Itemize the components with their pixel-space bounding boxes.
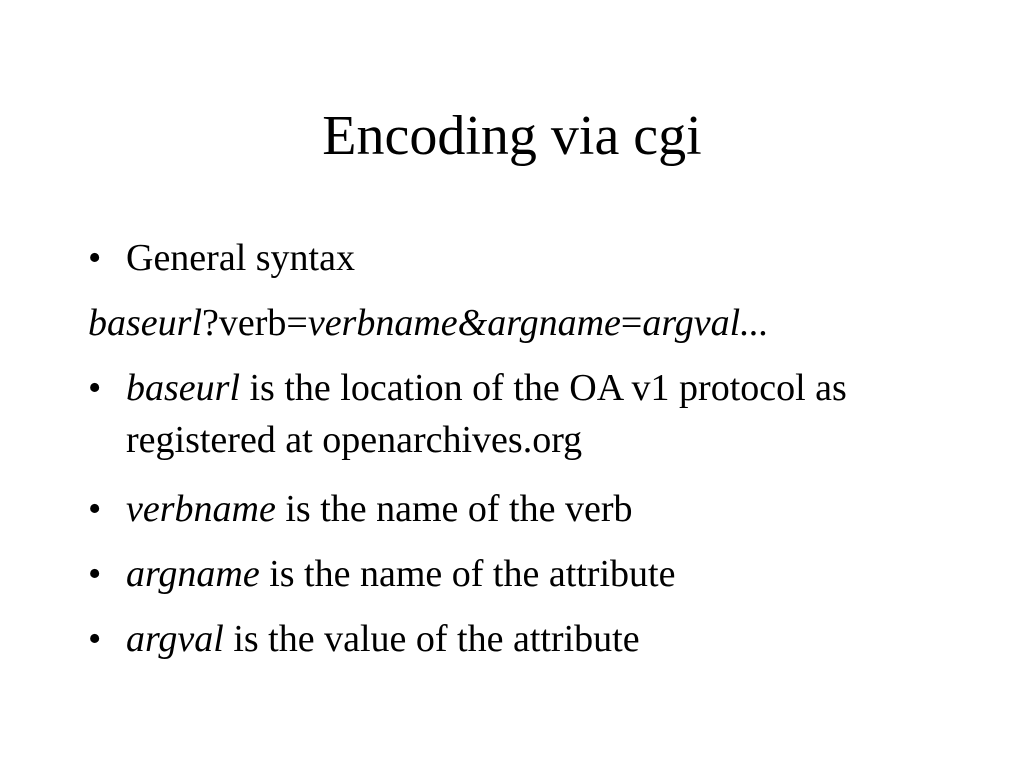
bullet-icon: •	[88, 553, 102, 595]
bullet-text: General syntax	[126, 237, 355, 279]
bullet-description: is the name of the verb	[275, 488, 633, 530]
bullet-icon: •	[88, 618, 102, 660]
bullet-argval	[88, 613, 1024, 665]
bullet-description: is the location of the OA v1 protocol as registered at openarchives.org	[126, 367, 847, 461]
bullet-lead-term: argname	[126, 553, 260, 595]
bullet-general-syntax	[88, 232, 1024, 284]
bullet-icon: •	[88, 237, 102, 279]
bullet-text	[126, 483, 1024, 535]
bullet-text	[126, 613, 1024, 665]
bullet-text	[126, 362, 926, 466]
syntax-equals: =	[620, 302, 643, 344]
syntax-line	[88, 297, 988, 349]
bullet-lead-term: verbname	[126, 488, 276, 530]
bullet-verbname	[88, 483, 1024, 535]
bullet-baseurl	[88, 362, 926, 466]
bullet-description: is the value of the attribute	[223, 618, 640, 660]
syntax-verb: ?verb=	[202, 302, 308, 344]
syntax-verbname-argname: verbname&argname	[307, 302, 621, 344]
bullet-description: is the name of the attribute	[259, 553, 676, 595]
syntax-baseurl: baseurl	[88, 302, 202, 344]
bullet-icon: •	[88, 367, 102, 409]
slide-title: Encoding via cgi	[322, 105, 702, 167]
bullet-argname	[88, 548, 1024, 600]
bullet-lead-term: baseurl	[126, 367, 240, 409]
bullet-lead-term: argval	[126, 618, 224, 660]
syntax-argval: argval...	[642, 302, 769, 344]
bullet-icon: •	[88, 488, 102, 530]
bullet-text	[126, 548, 1024, 600]
